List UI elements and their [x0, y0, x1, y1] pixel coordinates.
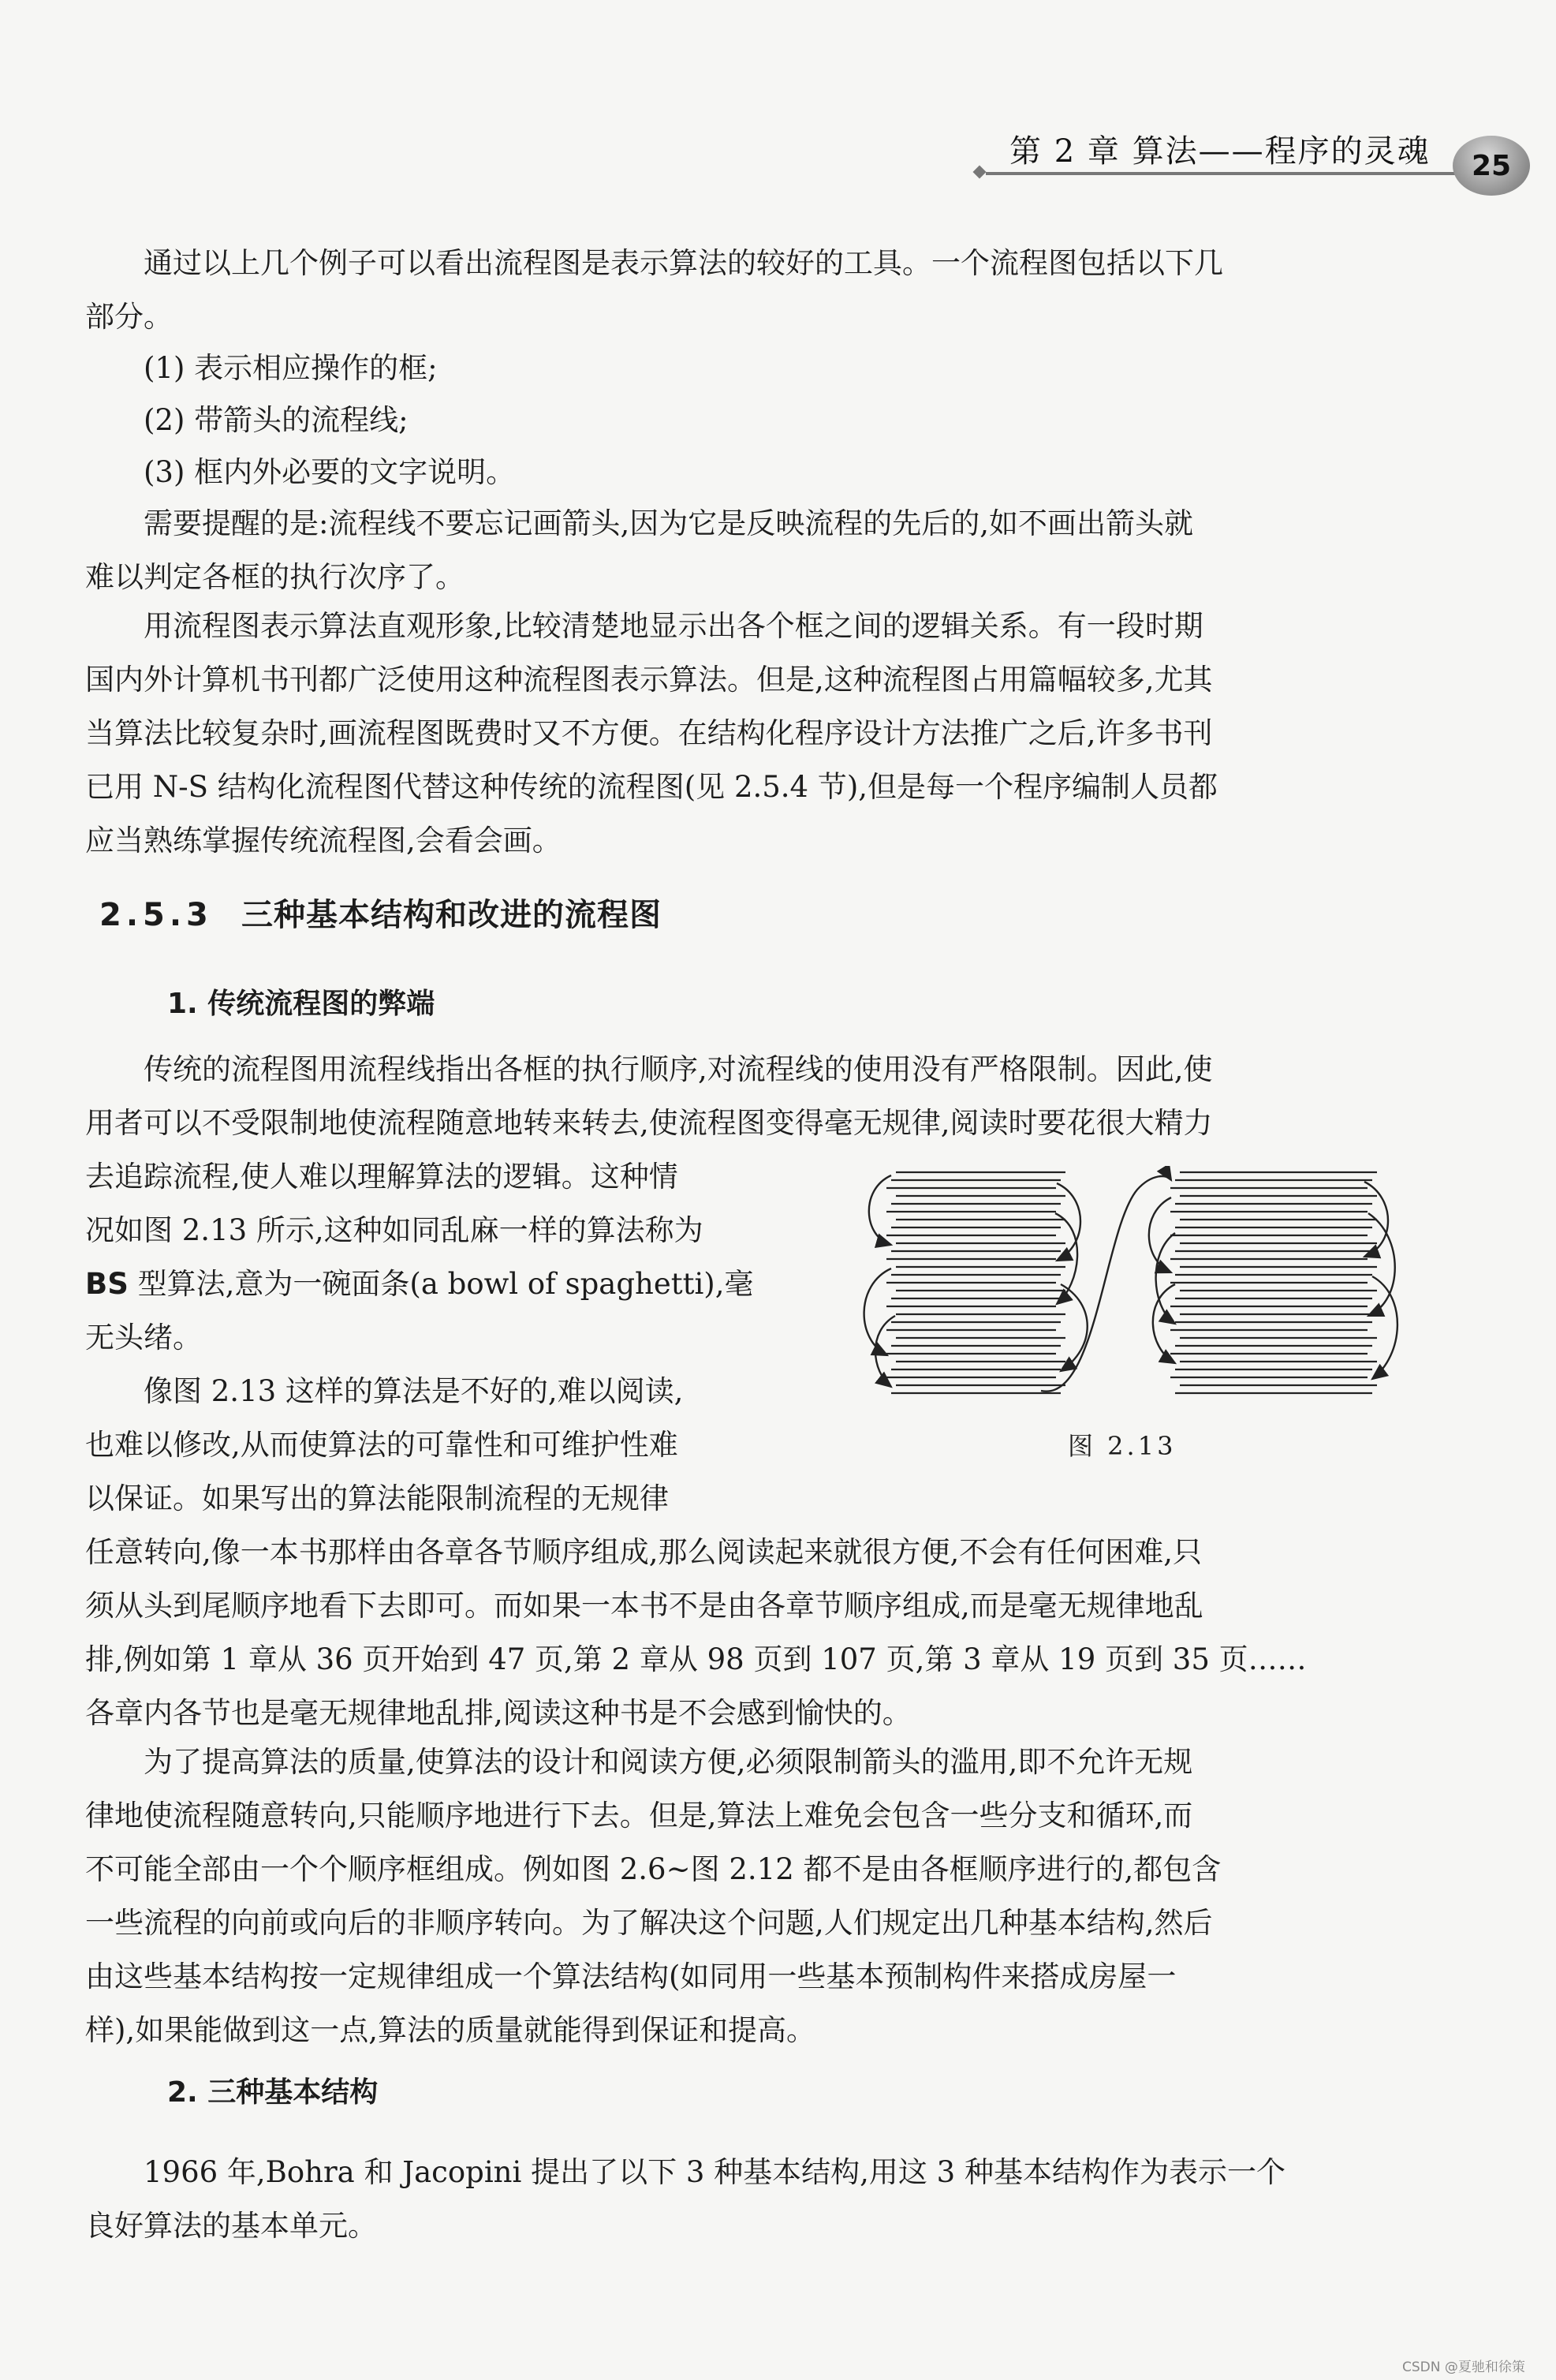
figure-2-13-spaghetti-diagram	[860, 1166, 1412, 1418]
list-item: (1) 表示相应操作的框;	[144, 351, 438, 385]
intro-paragraph-3	[85, 600, 1435, 868]
text-line: 以保证。如果写出的算法能限制流程的无规律	[85, 1481, 669, 1515]
section-heading	[99, 890, 1282, 935]
list-item: (2) 带箭头的流程线;	[144, 403, 409, 437]
sub1-paragraph-1-wrap	[85, 1150, 819, 1365]
sub1-paragraph-1-top	[85, 1043, 1435, 1150]
figure-caption: 图 2.13	[1068, 1431, 1177, 1461]
text-line: 也难以修改,从而使算法的可靠性和可维护性难	[85, 1428, 678, 1462]
bs-term: BS	[85, 1267, 129, 1301]
text-line: 已用 N-S 结构化流程图代替这种传统的流程图(见 2.5.4 节),但是每一个程序编制人员都	[85, 770, 1218, 804]
text-line: 不可能全部由一个个顺序框组成。例如图 2.6~图 2.12 都不是由各框顺序进行的,都包含	[85, 1852, 1222, 1886]
text-line: 各章内各节也是毫无规律地乱排,阅读这种书是不会感到愉快的。	[85, 1696, 912, 1730]
subsection-heading-1: 1. 传统流程图的弊端	[167, 988, 435, 1020]
text-line: 1966 年,Bohra 和 Jacopini 提出了以下 3 种基本结构,用这 3 种基本结构作为表示一个	[144, 2155, 1285, 2189]
text-line: 难以判定各框的执行次序了。	[85, 560, 465, 594]
text-line: 由这些基本结构按一定规律组成一个算法结构(如同用一些基本预制构件来搭成房屋一	[85, 1960, 1177, 1993]
text-line: 况如图 2.13 所示,这种如同乱麻一样的算法称为	[85, 1213, 703, 1247]
text-line: 需要提醒的是:流程线不要忘记画箭头,因为它是反映流程的先后的,如不画出箭头就	[144, 506, 1193, 540]
text-line	[85, 1257, 819, 1311]
text-line: 应当熟练掌握传统流程图,会看会画。	[85, 824, 562, 857]
sub1-paragraph-3	[85, 1735, 1435, 2057]
running-header-title: 第 2 章 算法——程序的灵魂	[1009, 133, 1431, 170]
page-number-badge	[1453, 136, 1530, 196]
text-line: 传统的流程图用流程线指出各框的执行顺序,对流程线的使用没有严格限制。因此,使	[144, 1052, 1213, 1086]
text-line: 一些流程的向前或向后的非顺序转向。为了解决这个问题,人们规定出几种基本结构,然后	[85, 1906, 1213, 1940]
page-number: 25	[1471, 149, 1512, 182]
text-line: 良好算法的基本单元。	[85, 2209, 377, 2243]
subsection-heading-2: 2. 三种基本结构	[167, 2076, 379, 2109]
sub1-paragraph-2-wrap	[85, 1365, 819, 1526]
text-line: 为了提高算法的质量,使算法的设计和阅读方便,必须限制箭头的滥用,即不允许无规	[144, 1745, 1193, 1779]
header-rule	[986, 172, 1475, 175]
section-number: 2.5.3	[99, 897, 213, 933]
intro-paragraph-1	[85, 237, 1435, 344]
sub2-paragraph	[85, 2146, 1435, 2253]
text-line: 任意转向,像一本书那样由各章各节顺序组成,那么阅读起来就很方便,不会有任何困难,只	[85, 1535, 1203, 1569]
intro-paragraph-2	[85, 497, 1435, 604]
text-fragment: 型算法,意为一碗面条(a bowl of spaghetti),毫	[128, 1267, 754, 1301]
text-line: 用者可以不受限制地使流程随意地转来转去,使流程图变得毫无规律,阅读时要花很大精力	[85, 1106, 1213, 1140]
section-title: 三种基本结构和改进的流程图	[241, 897, 662, 933]
text-line: 用流程图表示算法直观形象,比较清楚地显示出各个框之间的逻辑关系。有一段时期	[144, 609, 1203, 643]
text-line: 样),如果能做到这一点,算法的质量就能得到保证和提高。	[85, 2013, 815, 2047]
text-line: 须从头到尾顺序地看下去即可。而如果一本书不是由各章节顺序组成,而是毫无规律地乱	[85, 1589, 1203, 1623]
text-line: 无头绪。	[85, 1321, 202, 1354]
watermark: CSDN @夏驰和徐策	[1402, 2359, 1525, 2375]
text-line: 通过以上几个例子可以看出流程图是表示算法的较好的工具。一个流程图包括以下几	[144, 246, 1223, 280]
text-line: 当算法比较复杂时,画流程图既费时又不方便。在结构化程序设计方法推广之后,许多书刊	[85, 716, 1213, 750]
text-line: 律地使流程随意转向,只能顺序地进行下去。但是,算法上难免会包含一些分支和循环,而	[85, 1799, 1193, 1833]
list-item: (3) 框内外必要的文字说明。	[144, 455, 516, 489]
text-line: 排,例如第 1 章从 36 页开始到 47 页,第 2 章从 98 页到 107 页,第 3 章从 19 页到 35 页……	[85, 1642, 1307, 1676]
text-line: 部分。	[85, 300, 173, 334]
text-line: 国内外计算机书刊都广泛使用这种流程图表示算法。但是,这种流程图占用篇幅较多,尤其	[85, 663, 1213, 697]
text-line: 像图 2.13 这样的算法是不好的,难以阅读,	[144, 1374, 684, 1408]
sub1-paragraph-2-rest	[85, 1526, 1435, 1740]
text-line: 去追踪流程,使人难以理解算法的逻辑。这种情	[85, 1160, 678, 1194]
